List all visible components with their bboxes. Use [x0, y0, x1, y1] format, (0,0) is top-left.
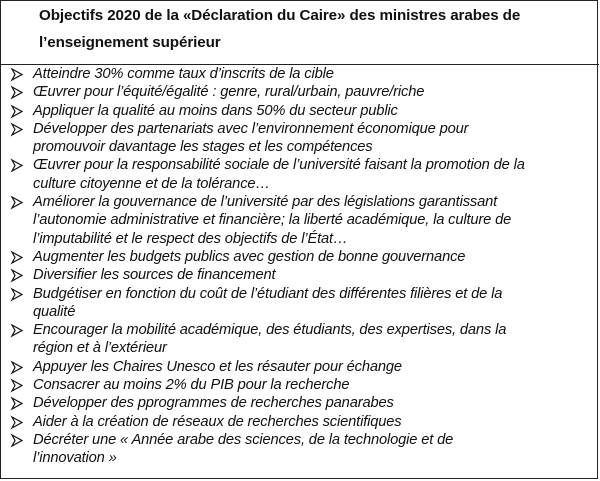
arrowhead-bullet-icon	[10, 358, 24, 376]
list-item	[1, 285, 599, 322]
list-item	[1, 193, 599, 248]
list-item-line: culture citoyenne et de la tolérance…	[33, 175, 270, 192]
list-item-line: l’innovation »	[33, 450, 117, 467]
list-item	[1, 358, 599, 376]
list-item-line: Consacrer au moins 2% du PIB pour la recherche	[33, 377, 350, 394]
list-item	[1, 248, 599, 266]
list-item-line: Diversifier les sources de financement	[33, 267, 276, 284]
list-item-line: Appliquer la qualité au moins dans 50% du secteur public	[33, 102, 398, 119]
list-item-line: Œuvrer pour l’équité/égalité : genre, rural/urbain, pauvre/riche	[33, 84, 425, 101]
arrowhead-bullet-icon	[10, 156, 24, 174]
arrowhead-bullet-icon	[10, 83, 24, 101]
title-line-2: l’enseignement supérieur	[39, 34, 221, 51]
list-item	[1, 65, 599, 83]
list-item	[1, 266, 599, 284]
list-item-line: Améliorer la gouvernance de l’université par des législations garantissant	[33, 194, 498, 211]
arrowhead-bullet-icon	[10, 285, 24, 303]
list-item	[1, 120, 599, 157]
list-item-line: l’imputabilité et le respect des objectifs de l’État…	[33, 230, 348, 247]
list-item-line: l’autonomie administrative et financière; la liberté académique, la culture de	[33, 212, 512, 229]
title-line-1: Objectifs 2020 de la «Déclaration du Caire» des ministres arabes de	[39, 7, 521, 24]
list-item	[1, 83, 599, 101]
list-item-line: Appuyer les Chaires Unesco et les résauter pour échange	[33, 358, 402, 375]
list-item	[1, 102, 599, 120]
arrowhead-bullet-icon	[10, 248, 24, 266]
arrowhead-bullet-icon	[10, 376, 24, 394]
list-item-line: Encourager la mobilité académique, des étudiants, des expertises, dans la	[33, 322, 507, 339]
list-item	[1, 156, 599, 193]
objectives-list	[1, 65, 599, 468]
arrowhead-bullet-icon	[10, 65, 24, 83]
list-item	[1, 394, 599, 412]
list-item-line: Budgétiser en fonction du coût de l’étudiant des différentes filières et de la	[33, 285, 503, 302]
arrowhead-bullet-icon	[10, 266, 24, 284]
list-item	[1, 413, 599, 431]
title-box	[1, 1, 599, 65]
arrowhead-bullet-icon	[10, 193, 24, 211]
arrowhead-bullet-icon	[10, 321, 24, 339]
list-item-line: Décréter une « Année arabe des sciences, de la technologie et de	[33, 431, 454, 448]
arrowhead-bullet-icon	[10, 431, 24, 449]
list-item	[1, 431, 599, 468]
arrowhead-bullet-icon	[10, 120, 24, 138]
arrowhead-bullet-icon	[10, 413, 24, 431]
list-item-line: Développer des partenariats avec l’environnement économique pour	[33, 120, 469, 137]
list-item-line: Augmenter les budgets publics avec gestion de bonne gouvernance	[33, 248, 466, 265]
list-item-line: qualité	[33, 303, 76, 320]
arrowhead-bullet-icon	[10, 102, 24, 120]
list-item-line: Atteindre 30% comme taux d’inscrits de la cible	[33, 66, 334, 82]
list-item-line: Développer des pprogrammes de recherches panarabes	[33, 395, 394, 412]
list-item-line: Œuvrer pour la responsabilité sociale de l’université faisant la promotion de la	[33, 157, 525, 174]
list-item-line: Aider à la création de réseaux de recherches scientifiques	[33, 413, 402, 430]
arrowhead-bullet-icon	[10, 394, 24, 412]
list-item	[1, 376, 599, 394]
list-item-line: promouvoir davantage les stages et les compétences	[33, 139, 373, 156]
list-item-line: région et à l’extérieur	[33, 340, 167, 357]
list-item	[1, 321, 599, 358]
